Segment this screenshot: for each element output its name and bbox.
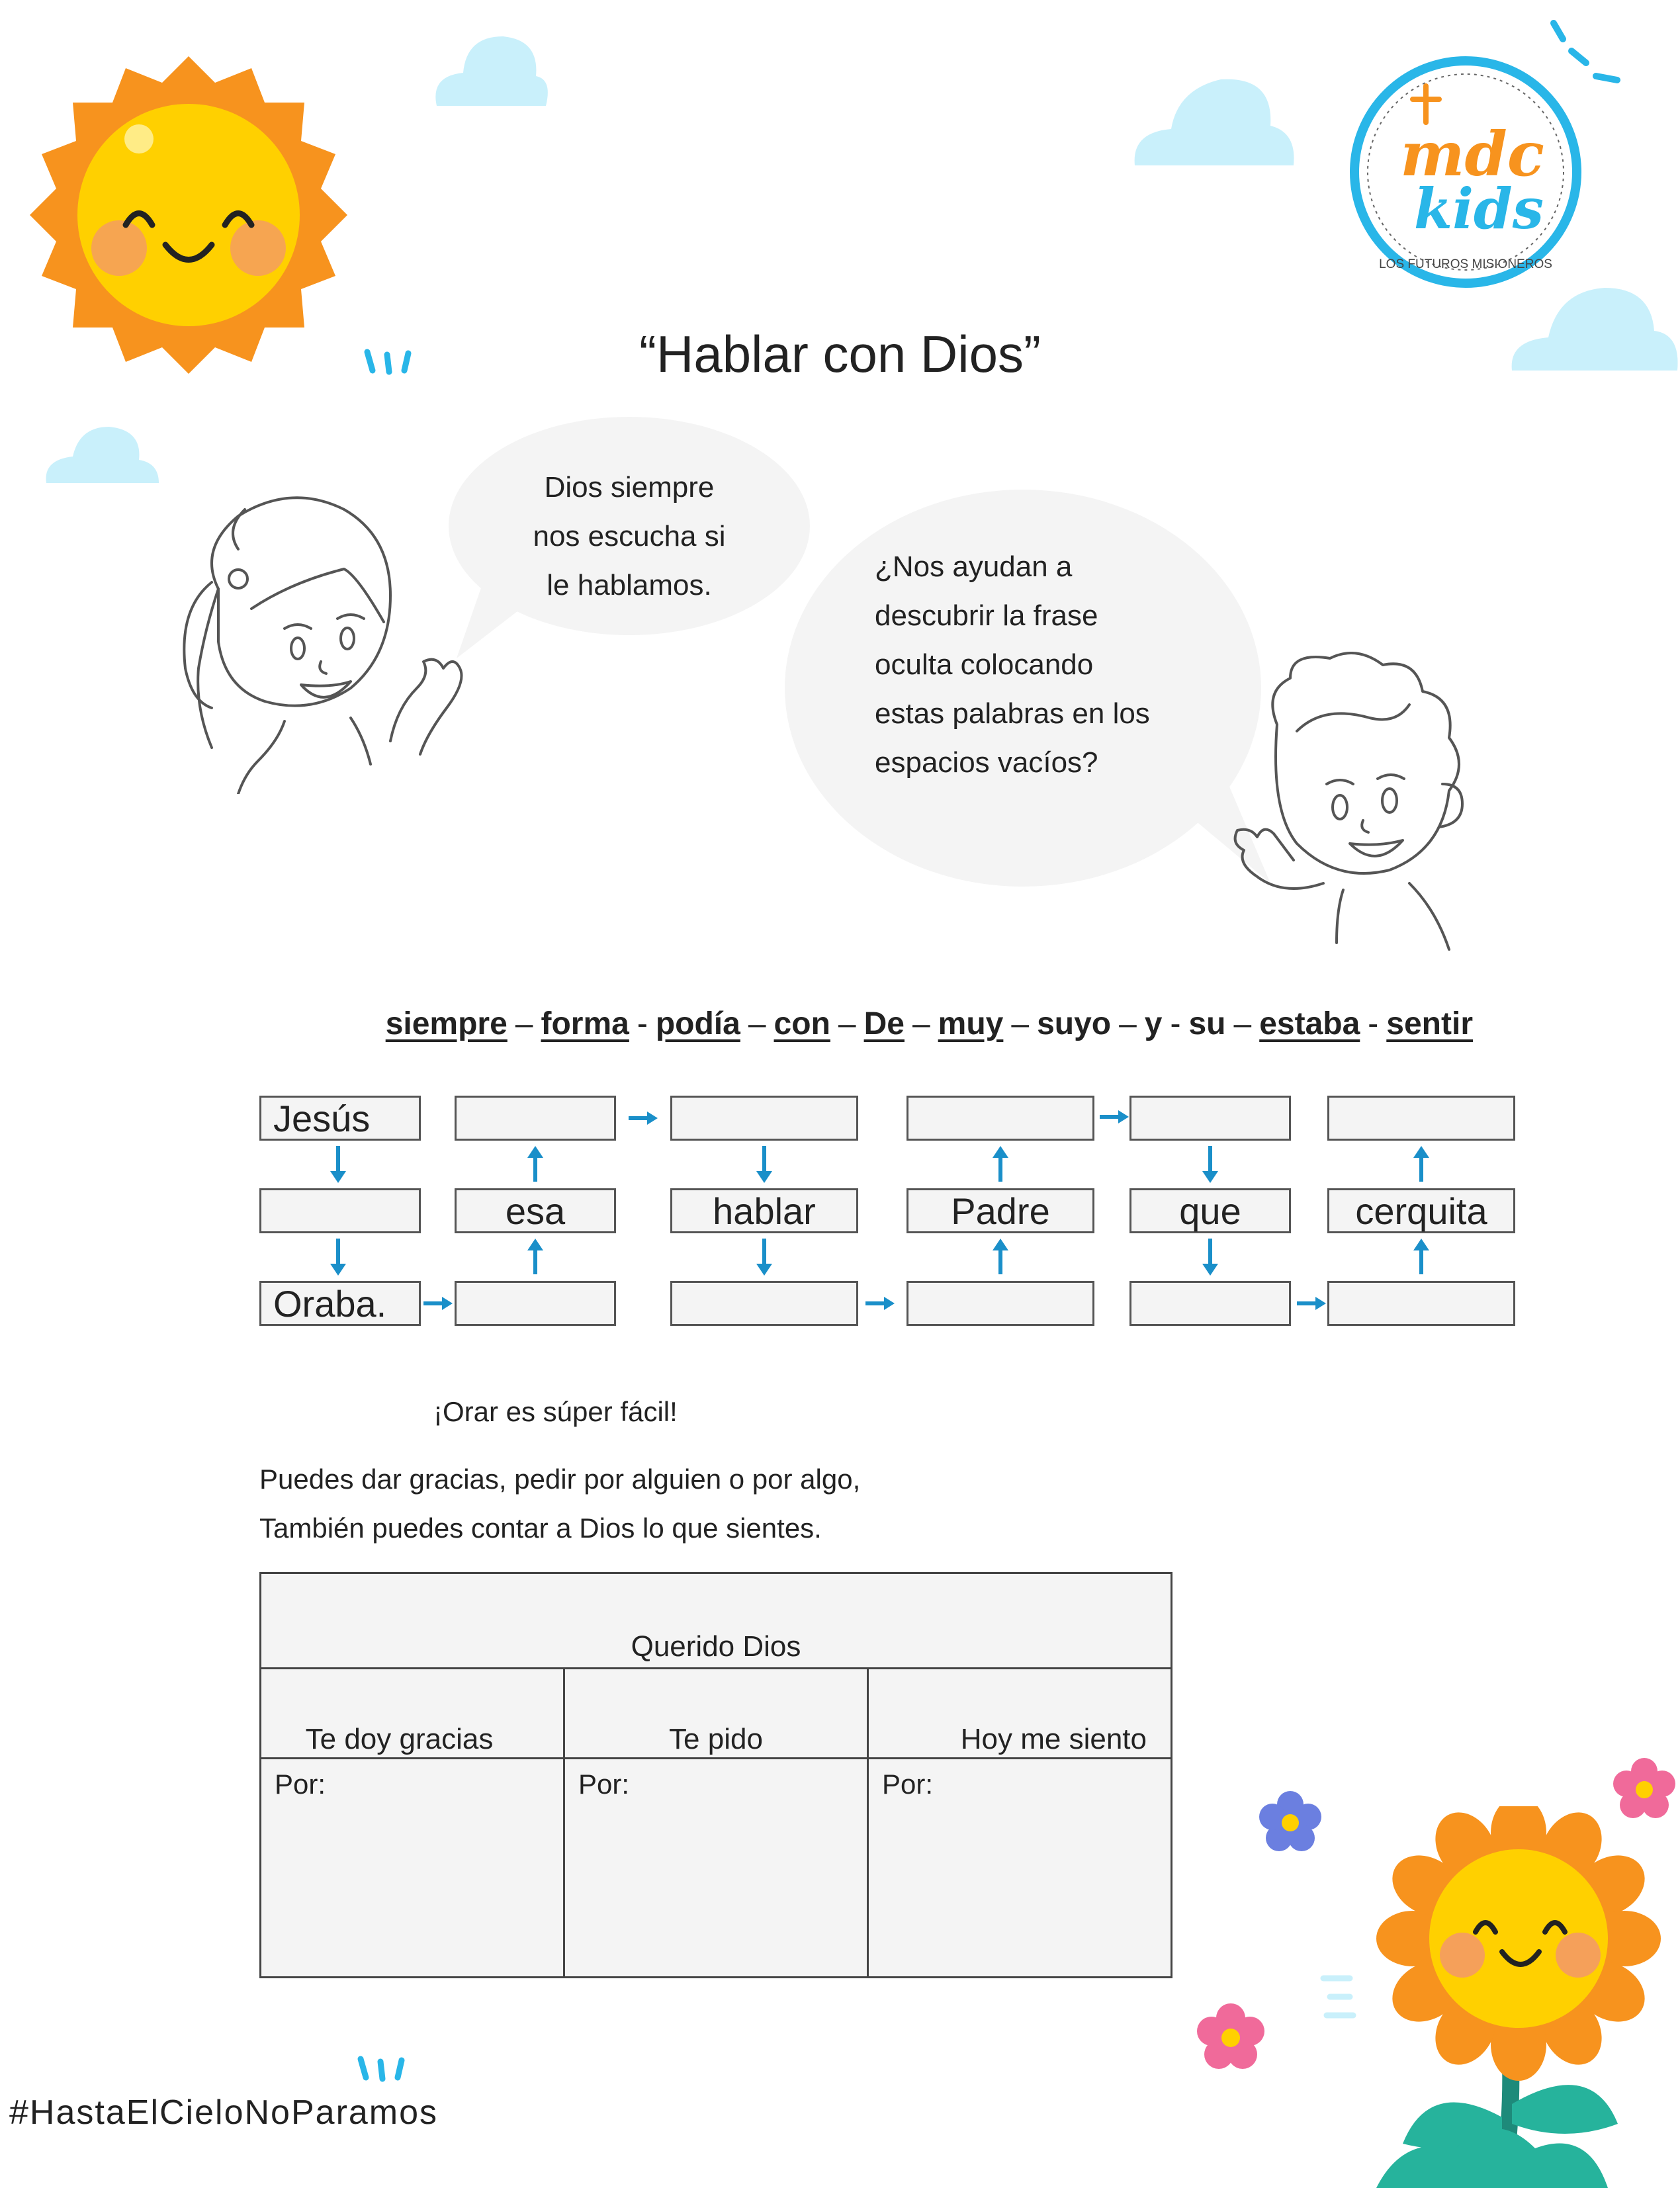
- boy-bubble-line: ¿Nos ayudan a: [875, 550, 1073, 583]
- word-bank-word: estaba: [1259, 1006, 1360, 1041]
- puzzle-box[interactable]: Oraba.: [259, 1281, 421, 1326]
- puzzle-box[interactable]: [1327, 1281, 1515, 1326]
- table-cell-thanks[interactable]: [261, 1759, 564, 1978]
- puzzle-box[interactable]: [670, 1281, 858, 1326]
- hashtag: #HastaElCieloNoParamos: [9, 2093, 439, 2132]
- instruction-line: Puedes dar gracias, pedir por alguien o por algo,: [259, 1464, 861, 1495]
- girl-illustration: [172, 490, 523, 794]
- word-bank-word: De: [863, 1006, 905, 1041]
- arrow-up-icon: [991, 1146, 1010, 1183]
- boy-illustration: [1224, 652, 1555, 963]
- puzzle-box[interactable]: [259, 1188, 421, 1233]
- cloud-icon: [1131, 69, 1297, 169]
- puzzle-box[interactable]: Jesús: [259, 1096, 421, 1141]
- boy-bubble-line: estas palabras en los: [875, 697, 1150, 730]
- puzzle-box[interactable]: [906, 1096, 1094, 1141]
- cell-label: Por:: [578, 1769, 630, 1800]
- table-header: Querido Dios: [261, 1573, 1172, 1669]
- girl-bubble-line: le hablamos.: [547, 569, 712, 601]
- word-bank-word: con: [774, 1006, 830, 1041]
- word-bank-word: y: [1144, 1006, 1163, 1041]
- arrow-down-icon: [754, 1145, 774, 1184]
- arrow-down-icon: [1200, 1145, 1220, 1184]
- column-header-thanks: Te doy gracias: [261, 1669, 564, 1759]
- table-cell-ask[interactable]: [564, 1759, 868, 1978]
- word-bank-word: suyo: [1037, 1006, 1112, 1041]
- puzzle-box[interactable]: [455, 1281, 616, 1326]
- word-separator: –: [515, 1006, 533, 1041]
- puzzle-box[interactable]: [455, 1096, 616, 1141]
- puzzle-box[interactable]: hablar: [670, 1188, 858, 1233]
- orar-text: ¡Orar es súper fácil!: [433, 1396, 678, 1427]
- logo-tagline: LOS FUTUROS MISIONEROS: [1379, 257, 1552, 271]
- column-header-feel: Hoy me siento: [868, 1669, 1172, 1759]
- word-separator: –: [1233, 1006, 1252, 1041]
- word-separator: -: [637, 1006, 648, 1041]
- arrow-right-icon: [627, 1110, 659, 1126]
- word-separator: –: [1011, 1006, 1030, 1041]
- page-title: “Hablar con Dios”: [639, 325, 1041, 383]
- arrow-down-icon: [328, 1145, 348, 1184]
- arrow-down-icon: [328, 1237, 348, 1277]
- arrow-up-icon: [1411, 1146, 1431, 1183]
- logo-text-mdc: mdc: [1400, 118, 1544, 190]
- word-bank-word: sentir: [1386, 1006, 1473, 1041]
- flower-icon: [1254, 1786, 1327, 1859]
- boy-bubble-line: espacios vacíos?: [875, 746, 1098, 779]
- arrow-right-icon: [1098, 1109, 1130, 1125]
- puzzle-box[interactable]: Padre: [906, 1188, 1094, 1233]
- word-bank-word: muy: [938, 1006, 1004, 1041]
- cell-label: Por:: [275, 1769, 326, 1800]
- arrow-up-icon: [1411, 1239, 1431, 1276]
- word-bank-word: siempre: [385, 1006, 508, 1041]
- puzzle-box[interactable]: [1129, 1281, 1291, 1326]
- flower-icon: [1191, 1998, 1270, 2078]
- arrow-up-icon: [525, 1239, 545, 1276]
- word-bank-word: su: [1188, 1006, 1226, 1041]
- arrow-down-icon: [754, 1237, 774, 1277]
- sparkle-icon: [354, 2051, 414, 2084]
- word-separator: –: [748, 1006, 766, 1041]
- boy-bubble-line: descubrir la frase: [875, 599, 1098, 632]
- word-separator: –: [838, 1006, 856, 1041]
- word-bank: [0, 1006, 1473, 1042]
- word-separator: –: [1119, 1006, 1137, 1041]
- puzzle-box[interactable]: [670, 1096, 858, 1141]
- word-separator: -: [1170, 1006, 1181, 1041]
- arrow-right-icon: [422, 1295, 454, 1311]
- sunflower-illustration: [1370, 1806, 1674, 2188]
- arrow-up-icon: [991, 1239, 1010, 1276]
- word-separator: -: [1368, 1006, 1379, 1041]
- puzzle-box[interactable]: [1327, 1096, 1515, 1141]
- arrow-right-icon: [1296, 1295, 1327, 1311]
- sparkle-icon: [1317, 1972, 1363, 2025]
- arrow-down-icon: [1200, 1237, 1220, 1277]
- boy-bubble-line: oculta colocando: [875, 648, 1094, 681]
- word-bank-word: podía: [655, 1006, 740, 1041]
- mdc-kids-logo: [1347, 53, 1585, 291]
- word-bank-word: forma: [541, 1006, 629, 1041]
- logo-text-kids: kids: [1413, 176, 1544, 241]
- arrow-right-icon: [864, 1295, 896, 1311]
- girl-bubble-line: nos escucha si: [533, 520, 726, 552]
- puzzle-box[interactable]: esa: [455, 1188, 616, 1233]
- puzzle-box[interactable]: [906, 1281, 1094, 1326]
- boy-bubble-text: [875, 543, 1245, 787]
- girl-bubble-line: Dios siempre: [544, 471, 715, 503]
- puzzle-box[interactable]: [1129, 1096, 1291, 1141]
- puzzle-box[interactable]: que: [1129, 1188, 1291, 1233]
- column-header-ask: Te pido: [564, 1669, 868, 1759]
- cloud-icon: [43, 423, 162, 486]
- prayer-table: [259, 1572, 1172, 1978]
- word-separator: –: [912, 1006, 930, 1041]
- arrow-up-icon: [525, 1146, 545, 1183]
- cloud-icon: [430, 20, 549, 112]
- puzzle-box[interactable]: cerquita: [1327, 1188, 1515, 1233]
- cell-label: Por:: [882, 1769, 934, 1800]
- instruction-line: También puedes contar a Dios lo que sientes.: [259, 1512, 822, 1544]
- table-cell-feel[interactable]: [868, 1759, 1172, 1978]
